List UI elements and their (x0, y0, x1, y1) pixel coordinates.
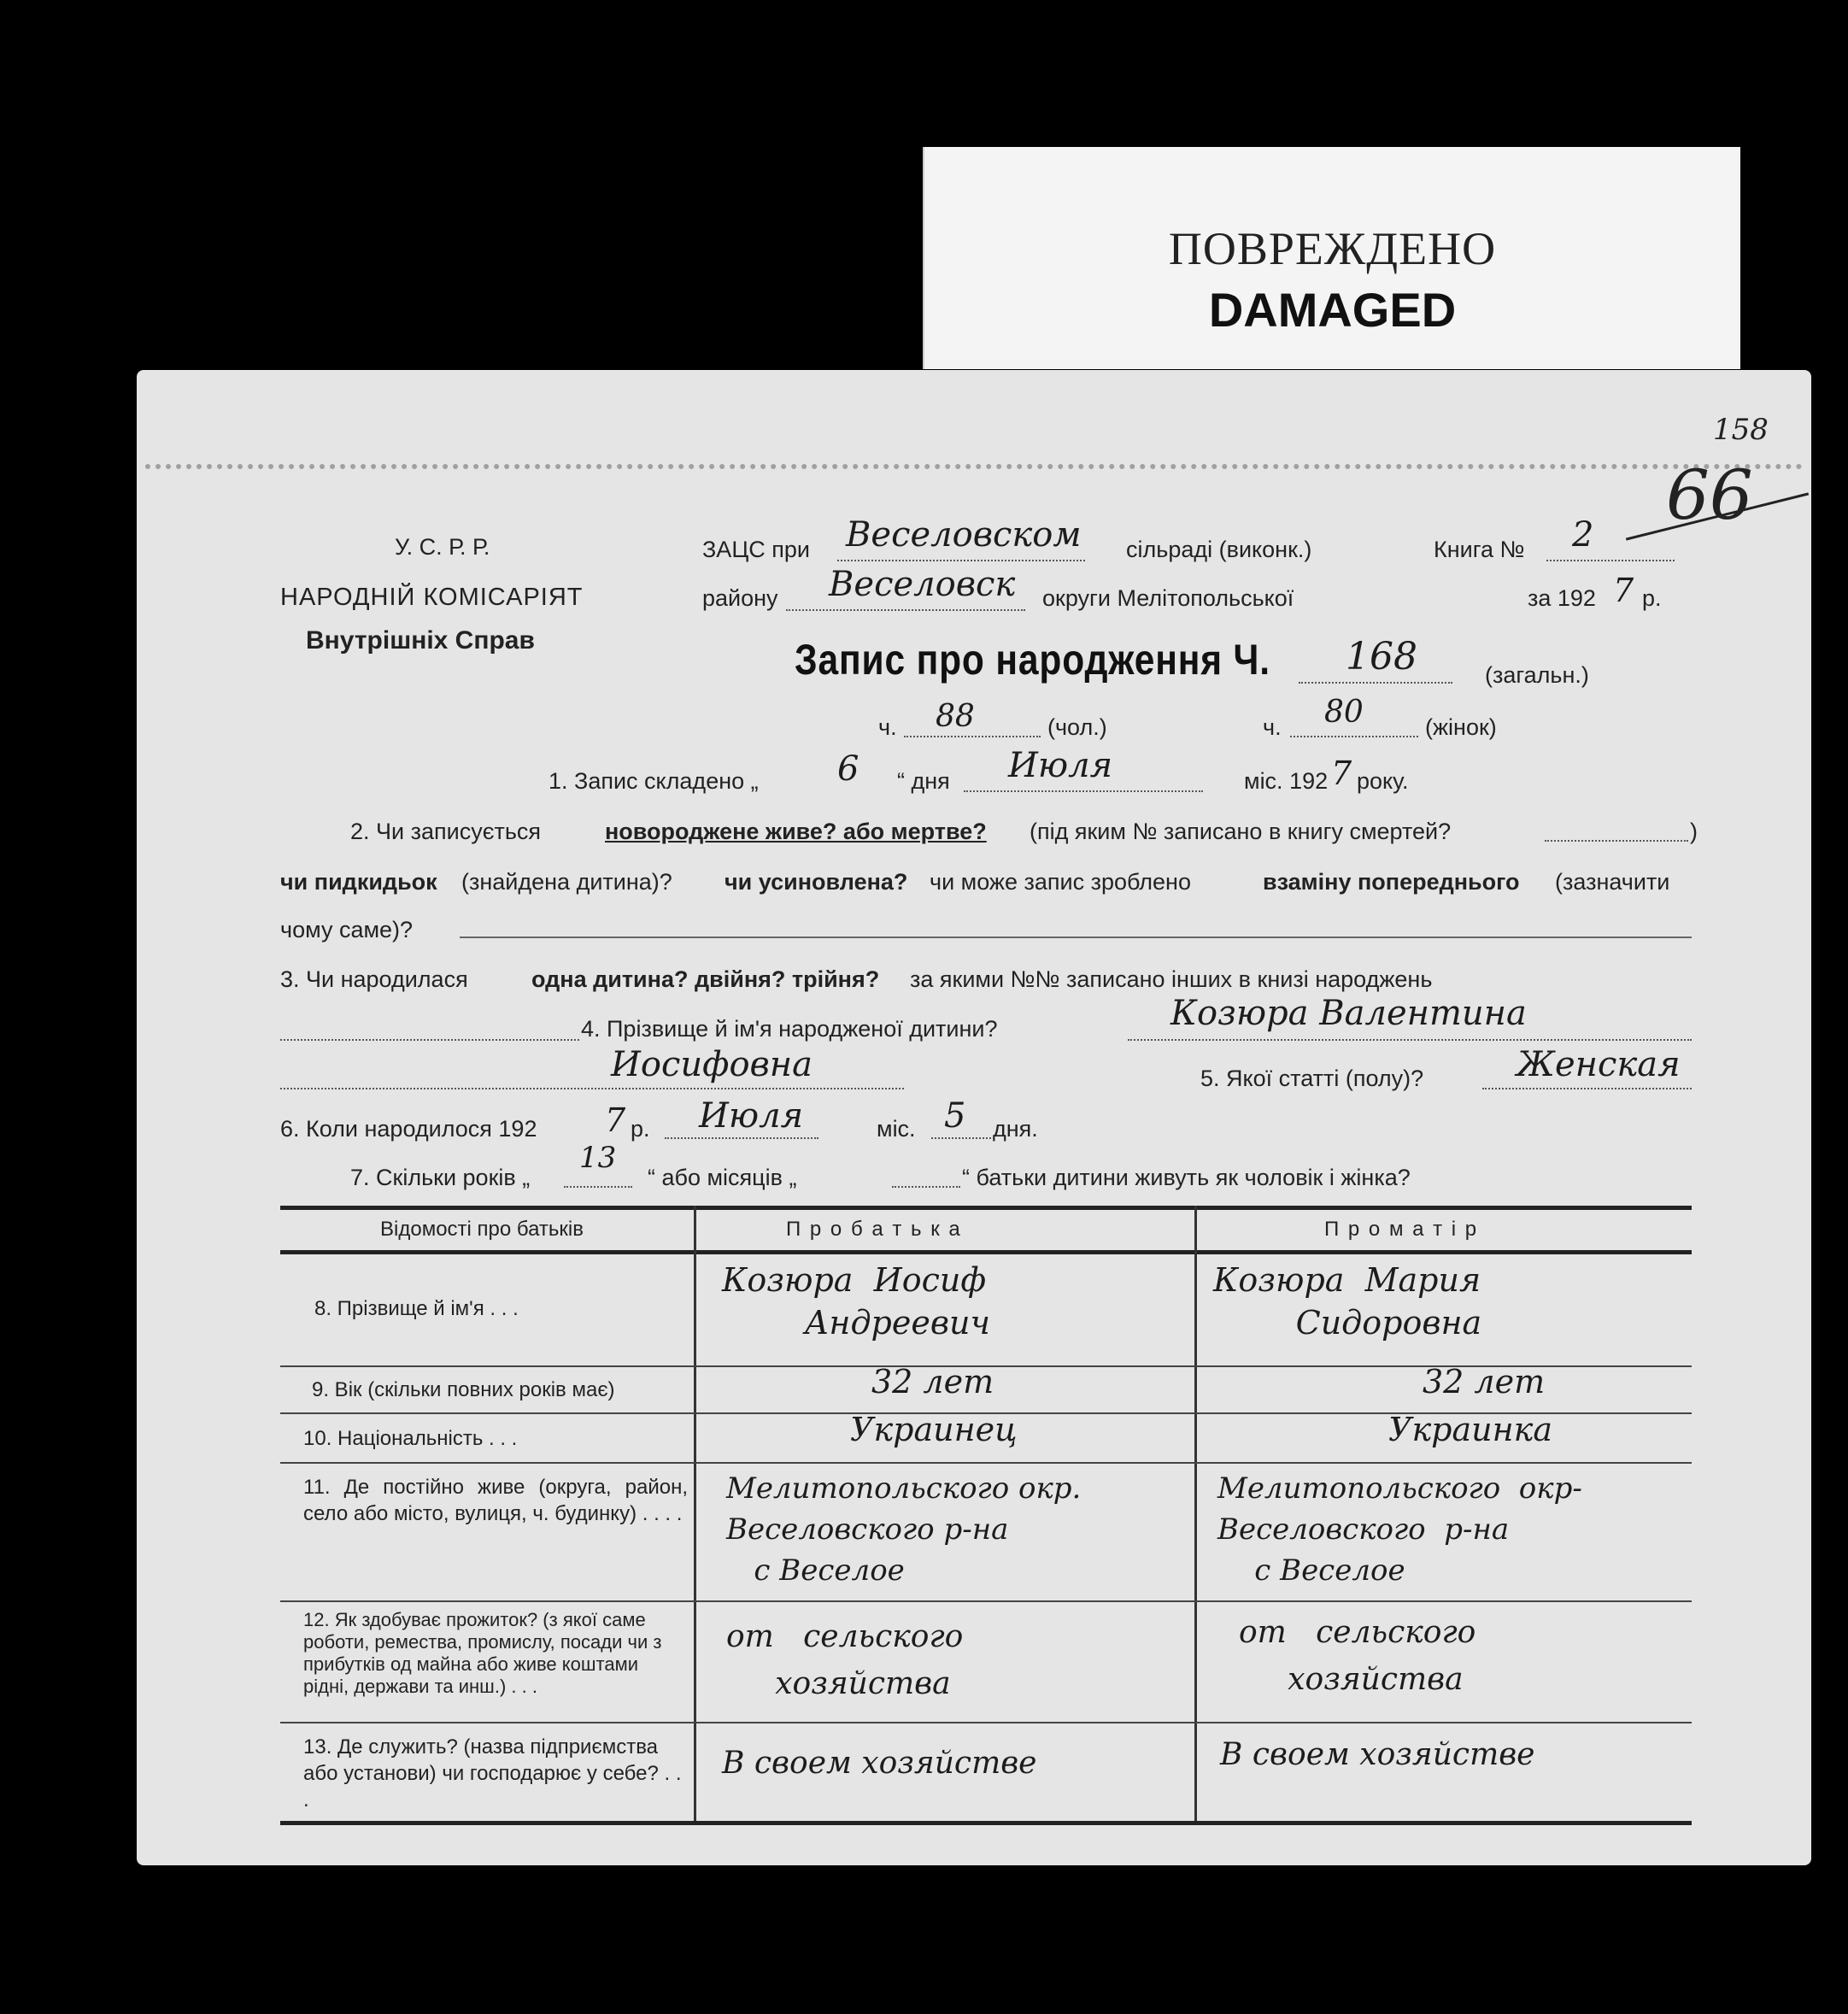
year-prefix: за 192 (1528, 585, 1596, 611)
q4-lead-line (280, 1039, 579, 1041)
district-prefix: району (702, 585, 778, 611)
zags-value: Веселовском (846, 515, 1082, 555)
q2-line2-t1: (знайдена дитина)? (461, 869, 672, 895)
q2-line1-close: ) (1690, 819, 1698, 844)
row-name-label: 8. Прізвище й ім'я . . . (314, 1297, 519, 1320)
father-name: Козюра Иосиф Андреевич (722, 1261, 991, 1342)
archive-number-small: 158 (1713, 413, 1769, 447)
father-employment: В своем хозяйстве (722, 1746, 1037, 1781)
q1-month: Июля (1008, 746, 1113, 785)
table-top-rule (280, 1206, 1692, 1210)
mother-employment: В своем хозяйстве (1220, 1737, 1535, 1772)
zags-prefix: ЗАЦС при (702, 537, 811, 562)
commissariat: НАРОДНІЙ КОМІСАРІЯТ (280, 584, 584, 611)
q1-month-line (964, 790, 1203, 792)
damaged-label (923, 147, 1740, 369)
row-residence-label: 11. Де постійно живе (округа, район, село або місто, вулиця, ч. будинку) . . . . (303, 1476, 688, 1525)
year-value: 7 (1613, 572, 1634, 609)
q4-value-line (1128, 1039, 1692, 1041)
q7-prefix: 7. Скільки років „ (350, 1165, 531, 1190)
child-name: Козюра Валентина (1170, 994, 1527, 1033)
header-parent-info: Відомості про батьків (380, 1218, 584, 1241)
internal-affairs: Внутрішніх Справ (306, 626, 535, 655)
father-residence: Мелитопольского окр. Веселовского р-на с Веселое (726, 1471, 1082, 1588)
perforation (145, 464, 1803, 469)
q3-start: 3. Чи народилася (280, 966, 468, 992)
q2-line3: чому саме)? (280, 917, 414, 942)
mother-livelihood: от сельского хозяйства (1239, 1615, 1476, 1697)
district-value: Веселовск (829, 565, 1016, 604)
q2-line2-t3: (зазначити (1555, 869, 1670, 895)
mother-nationality: Украинка (1388, 1411, 1552, 1448)
table-header-rule (280, 1250, 1692, 1254)
q2-replacement: взаміну попереднього (1263, 869, 1520, 895)
header-mother: П р о м а т і р (1324, 1218, 1479, 1241)
general-label: (загальн.) (1485, 662, 1589, 688)
row-separator (280, 1722, 1692, 1723)
q6-dnya: дня. (993, 1116, 1038, 1142)
q7-suffix: “ батьки дитини живуть як чоловік і жінка? (962, 1165, 1411, 1190)
q2-line1-bold: новороджене живе? або мертве? (605, 819, 987, 844)
zags-line (837, 560, 1085, 561)
q5-label: 5. Якої статті (полу)? (1200, 1066, 1424, 1091)
table-bottom-rule (280, 1821, 1692, 1825)
book-prefix: Книга № (1434, 537, 1525, 562)
child-sex: Женская (1517, 1045, 1681, 1084)
q3-end: за якими №№ записано інших в книзі народжень (910, 966, 1433, 992)
q6-r: р. (631, 1116, 650, 1142)
book-value: 2 (1572, 515, 1594, 555)
q6-day: 5 (944, 1096, 966, 1136)
zags-suffix: сільраді (виконк.) (1126, 537, 1312, 562)
district-line (786, 609, 1025, 611)
mother-age: 32 лет (1423, 1363, 1546, 1400)
birth-record-sheet (137, 370, 1811, 1865)
q2-blank-line (460, 937, 1692, 938)
q2-adopted: чи усиновлена? (725, 869, 908, 895)
q7-years-line (564, 1186, 632, 1188)
q2-line1-end: (під яким № записано в книгу смертей? (1030, 819, 1452, 844)
male-suffix: (чол.) (1047, 714, 1107, 740)
q7-years: 13 (579, 1141, 617, 1175)
father-livelihood: от сельского хозяйства (726, 1619, 964, 1701)
book-line (1546, 560, 1675, 561)
row-nationality-label: 10. Національність . . . (303, 1427, 518, 1450)
mother-name: Козюра Мария Сидоровна (1213, 1261, 1482, 1342)
record-title: Запис про народження Ч. (795, 636, 1270, 684)
q4-label: 4. Прізвище й ім'я народженої дитини? (581, 1016, 998, 1042)
q1-end: року. (1357, 768, 1409, 794)
q2-line1-blank (1545, 840, 1688, 842)
q6-year: 7 (605, 1101, 626, 1139)
q2-line1-start: 2. Чи записується (350, 819, 542, 844)
q1-prefix: 1. Запис складено „ (549, 768, 759, 794)
mother-residence: Мелитопольского окр- Веселовского р-на с Веселое (1217, 1471, 1582, 1588)
q2-foundling: чи пидкидьок (280, 869, 437, 895)
q3-bold: одна дитина? двійня? трійня? (531, 966, 880, 992)
row-livelihood-label: 12. Як здобуває прожиток? (з якої саме роботи, ремества, промислу, посади чи з прибутків од майна або живе коштами рідні, держави та инш.) . . . (303, 1609, 662, 1697)
row-separator (280, 1600, 1692, 1602)
q1-mid: “ дня (897, 768, 950, 794)
q6-month-line (665, 1137, 818, 1139)
damaged-label-ru: ПОВРЕЖДЕНО (1168, 223, 1497, 274)
male-line (904, 736, 1041, 737)
q6-prefix: 6. Коли народилося 192 (280, 1116, 537, 1142)
q6-mis: міс. (877, 1116, 916, 1142)
header-father: П р о б а т ь к а (786, 1218, 962, 1241)
male-count: 88 (936, 699, 975, 734)
q4-value2-line (280, 1088, 904, 1089)
female-prefix: ч. (1263, 714, 1282, 740)
usrr: У. С. Р. Р. (395, 534, 490, 560)
male-prefix: ч. (878, 714, 897, 740)
q6-day-line (931, 1137, 991, 1139)
row-age-label: 9. Вік (скільки повних років має) (312, 1378, 615, 1401)
q1-day: 6 (837, 749, 859, 789)
child-patronymic: Иосифовна (611, 1045, 813, 1084)
record-number: 168 (1346, 635, 1417, 678)
q2-line2-t2: чи може запис зроблено (930, 869, 1191, 895)
table-col-line-2 (1194, 1206, 1197, 1821)
q1-suffix: міс. 192 (1244, 768, 1329, 794)
father-age: 32 лет (871, 1363, 994, 1400)
damaged-label-en: DAMAGED (1208, 283, 1457, 337)
row-employment-label: 13. Де служить? (назва підприємства або установи) чи господарює у себе? . . . (303, 1735, 682, 1811)
q7-mid: “ або місяців „ (648, 1165, 797, 1190)
archive-number-large: 66 (1666, 455, 1753, 535)
year-suffix: р. (1642, 585, 1662, 611)
father-nationality: Украинец (850, 1411, 1018, 1448)
female-line (1290, 736, 1418, 737)
q6-month: Июля (699, 1096, 804, 1136)
q5-line (1482, 1088, 1692, 1089)
row-separator (280, 1462, 1692, 1464)
title-number-line (1299, 682, 1452, 684)
q1-year: 7 (1331, 755, 1352, 792)
district-suffix: округи Мелітопольської (1042, 585, 1294, 611)
female-count: 80 (1324, 695, 1364, 730)
female-suffix: (жінок) (1425, 714, 1497, 740)
q7-months-line (892, 1186, 960, 1188)
